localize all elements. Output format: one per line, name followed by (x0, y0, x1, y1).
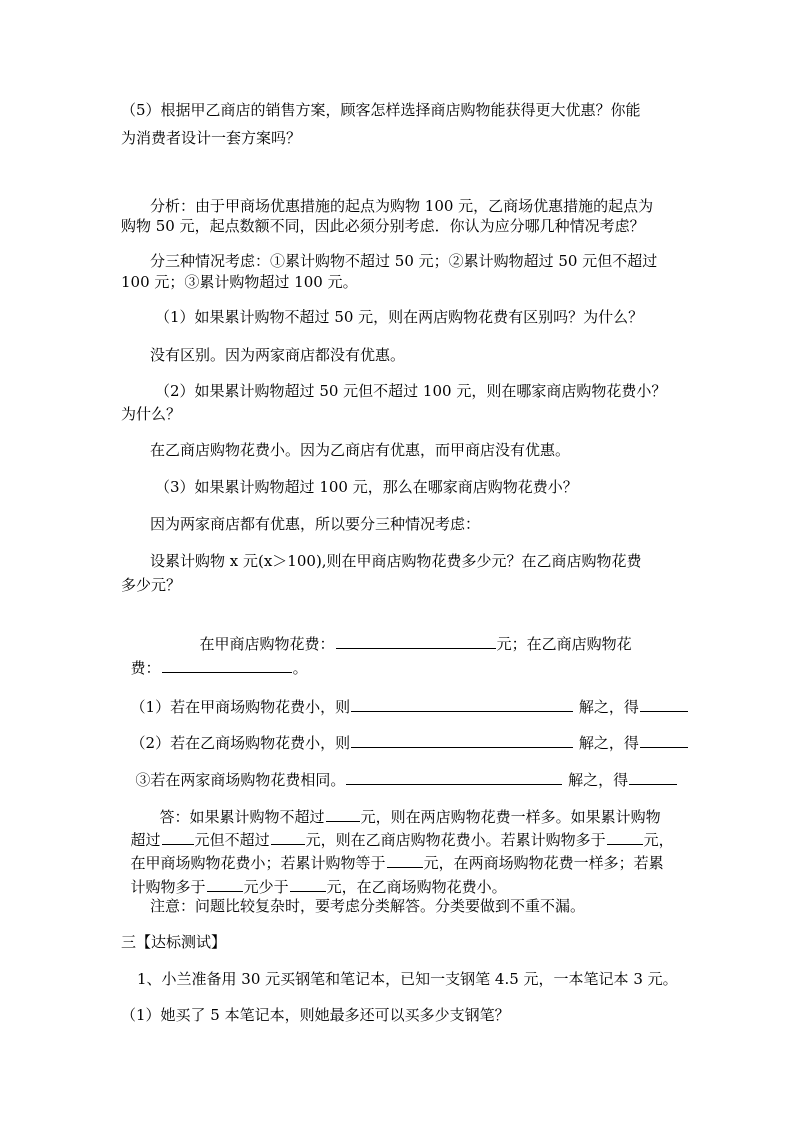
subcase-2-prefix: （2）若在乙商场购物花费小，则 (130, 734, 351, 752)
subcase-3-prefix: ③若在两家商场购物花费相同。 (130, 771, 346, 789)
fill-cost-label-b: 元；在乙商店购物花 (496, 635, 632, 653)
case1-answer: 没有区别。因为两家商店都没有优惠。 (150, 346, 406, 364)
case1-question: （1）如果累计购物不超过 50 元，则在两店购物花费有区别吗？为什么？ (155, 308, 644, 326)
test1-intro: 1、小兰准备用 30 元买钢笔和笔记本，已知一支钢笔 4.5 元，一本笔记本 3 元。 (137, 970, 678, 988)
subcase-3 (121, 748, 678, 790)
answer-text-d2: 元少于 (243, 878, 289, 896)
answer-line-4 (121, 855, 507, 897)
subcase-1-prefix: （1）若在甲商场购物花费小，则 (130, 698, 351, 716)
case2-question-line-1: （2）如果累计购物超过 50 元但不超过 100 元，则在哪家商店购物花费小？ (155, 382, 667, 400)
analysis-line-2: 购物 50 元，起点数额不同，因此必须分别考虑．你认为应分哪几种情况考虑？ (121, 217, 645, 235)
answer-blank-6[interactable] (207, 875, 243, 892)
subcase-1-blank-result[interactable] (640, 695, 688, 712)
case3-setup-line-2: 多少元？ (121, 576, 182, 594)
answer-text-c1: 在甲商场购物花费小；若累计购物等于 (130, 854, 386, 872)
case2-question-line-2: 为什么？ (121, 405, 182, 423)
answer-text-b4: 元， (643, 831, 674, 849)
subcase-2 (121, 711, 689, 753)
answer-text-c2: 元，在两商场购物花费一样多；若累 (423, 854, 664, 872)
case2-answer: 在乙商店购物花费小。因为乙商店有优惠，而甲商店没有优惠。 (150, 441, 571, 459)
q5-line-1: （5）根据甲乙商店的销售方案，顾客怎样选择商店购物能获得更大优惠？你能 (121, 101, 641, 119)
answer-text-a1: 答：如果累计购物不超过 (159, 808, 325, 826)
answer-text-d3: 元，在乙商场购物花费小。 (326, 878, 507, 896)
subcase-2-blank-inequality[interactable] (351, 731, 573, 748)
answer-blank-7[interactable] (290, 875, 326, 892)
fill-cost-blank-a[interactable] (336, 632, 496, 649)
subcase-1-solve: 解之，得 (574, 698, 639, 716)
answer-text-d1: 计购物多于 (130, 878, 206, 896)
subcase-2-solve: 解之，得 (574, 734, 639, 752)
subcase-1-blank-inequality[interactable] (351, 695, 573, 712)
note: 注意：问题比较复杂时，要考虑分类解答。分类要做到不重不漏。 (150, 897, 586, 915)
answer-text-b1: 超过 (130, 831, 161, 849)
analysis-line-1: 分析：由于甲商场优惠措施的起点为购物 100 元，乙商场优惠措施的起点为 (150, 197, 654, 215)
case3-setup-line-1: 设累计购物 x 元(x＞100),则在甲商店购物花费多少元？在乙商店购物花费 (150, 552, 642, 570)
subcase-3-solve: 解之，得 (563, 771, 629, 789)
cases-line-2: 100 元；③累计购物超过 100 元。 (121, 273, 358, 291)
fill-cost-end: 。 (292, 659, 308, 677)
fill-cost-label-c: 费： (130, 659, 161, 677)
fill-cost-blank-b[interactable] (162, 656, 292, 673)
fill-cost-line-2 (121, 636, 308, 678)
answer-text-b2: 元但不超过 (194, 831, 270, 849)
q5-line-2: 为消费者设计一套方案吗？ (121, 129, 302, 147)
fill-cost-label-a: 在甲商店购物花费： (199, 635, 335, 653)
subcase-3-blank-equation[interactable] (346, 768, 562, 785)
cases-line-1: 分三种情况考虑：①累计购物不超过 50 元；②累计购物超过 50 元但不超过 (150, 252, 658, 270)
answer-text-b3: 元，则在乙商店购物花费小。若累计购物多于 (305, 831, 606, 849)
subcase-2-blank-result[interactable] (640, 731, 688, 748)
section-heading: 三【达标测试】 (121, 933, 227, 951)
test1-question-1: （1）她买了 5 本笔记本，则她最多还可以买多少支钢笔？ (121, 1006, 510, 1024)
case3-intro: 因为两家商店都有优惠，所以要分三种情况考虑： (150, 515, 481, 533)
case3-question: （3）如果累计购物超过 100 元，那么在哪家商店购物花费小？ (155, 478, 578, 496)
subcase-3-blank-result[interactable] (629, 768, 677, 785)
answer-text-a2: 元，则在两店购物花费一样多。如果累计购物 (360, 808, 661, 826)
